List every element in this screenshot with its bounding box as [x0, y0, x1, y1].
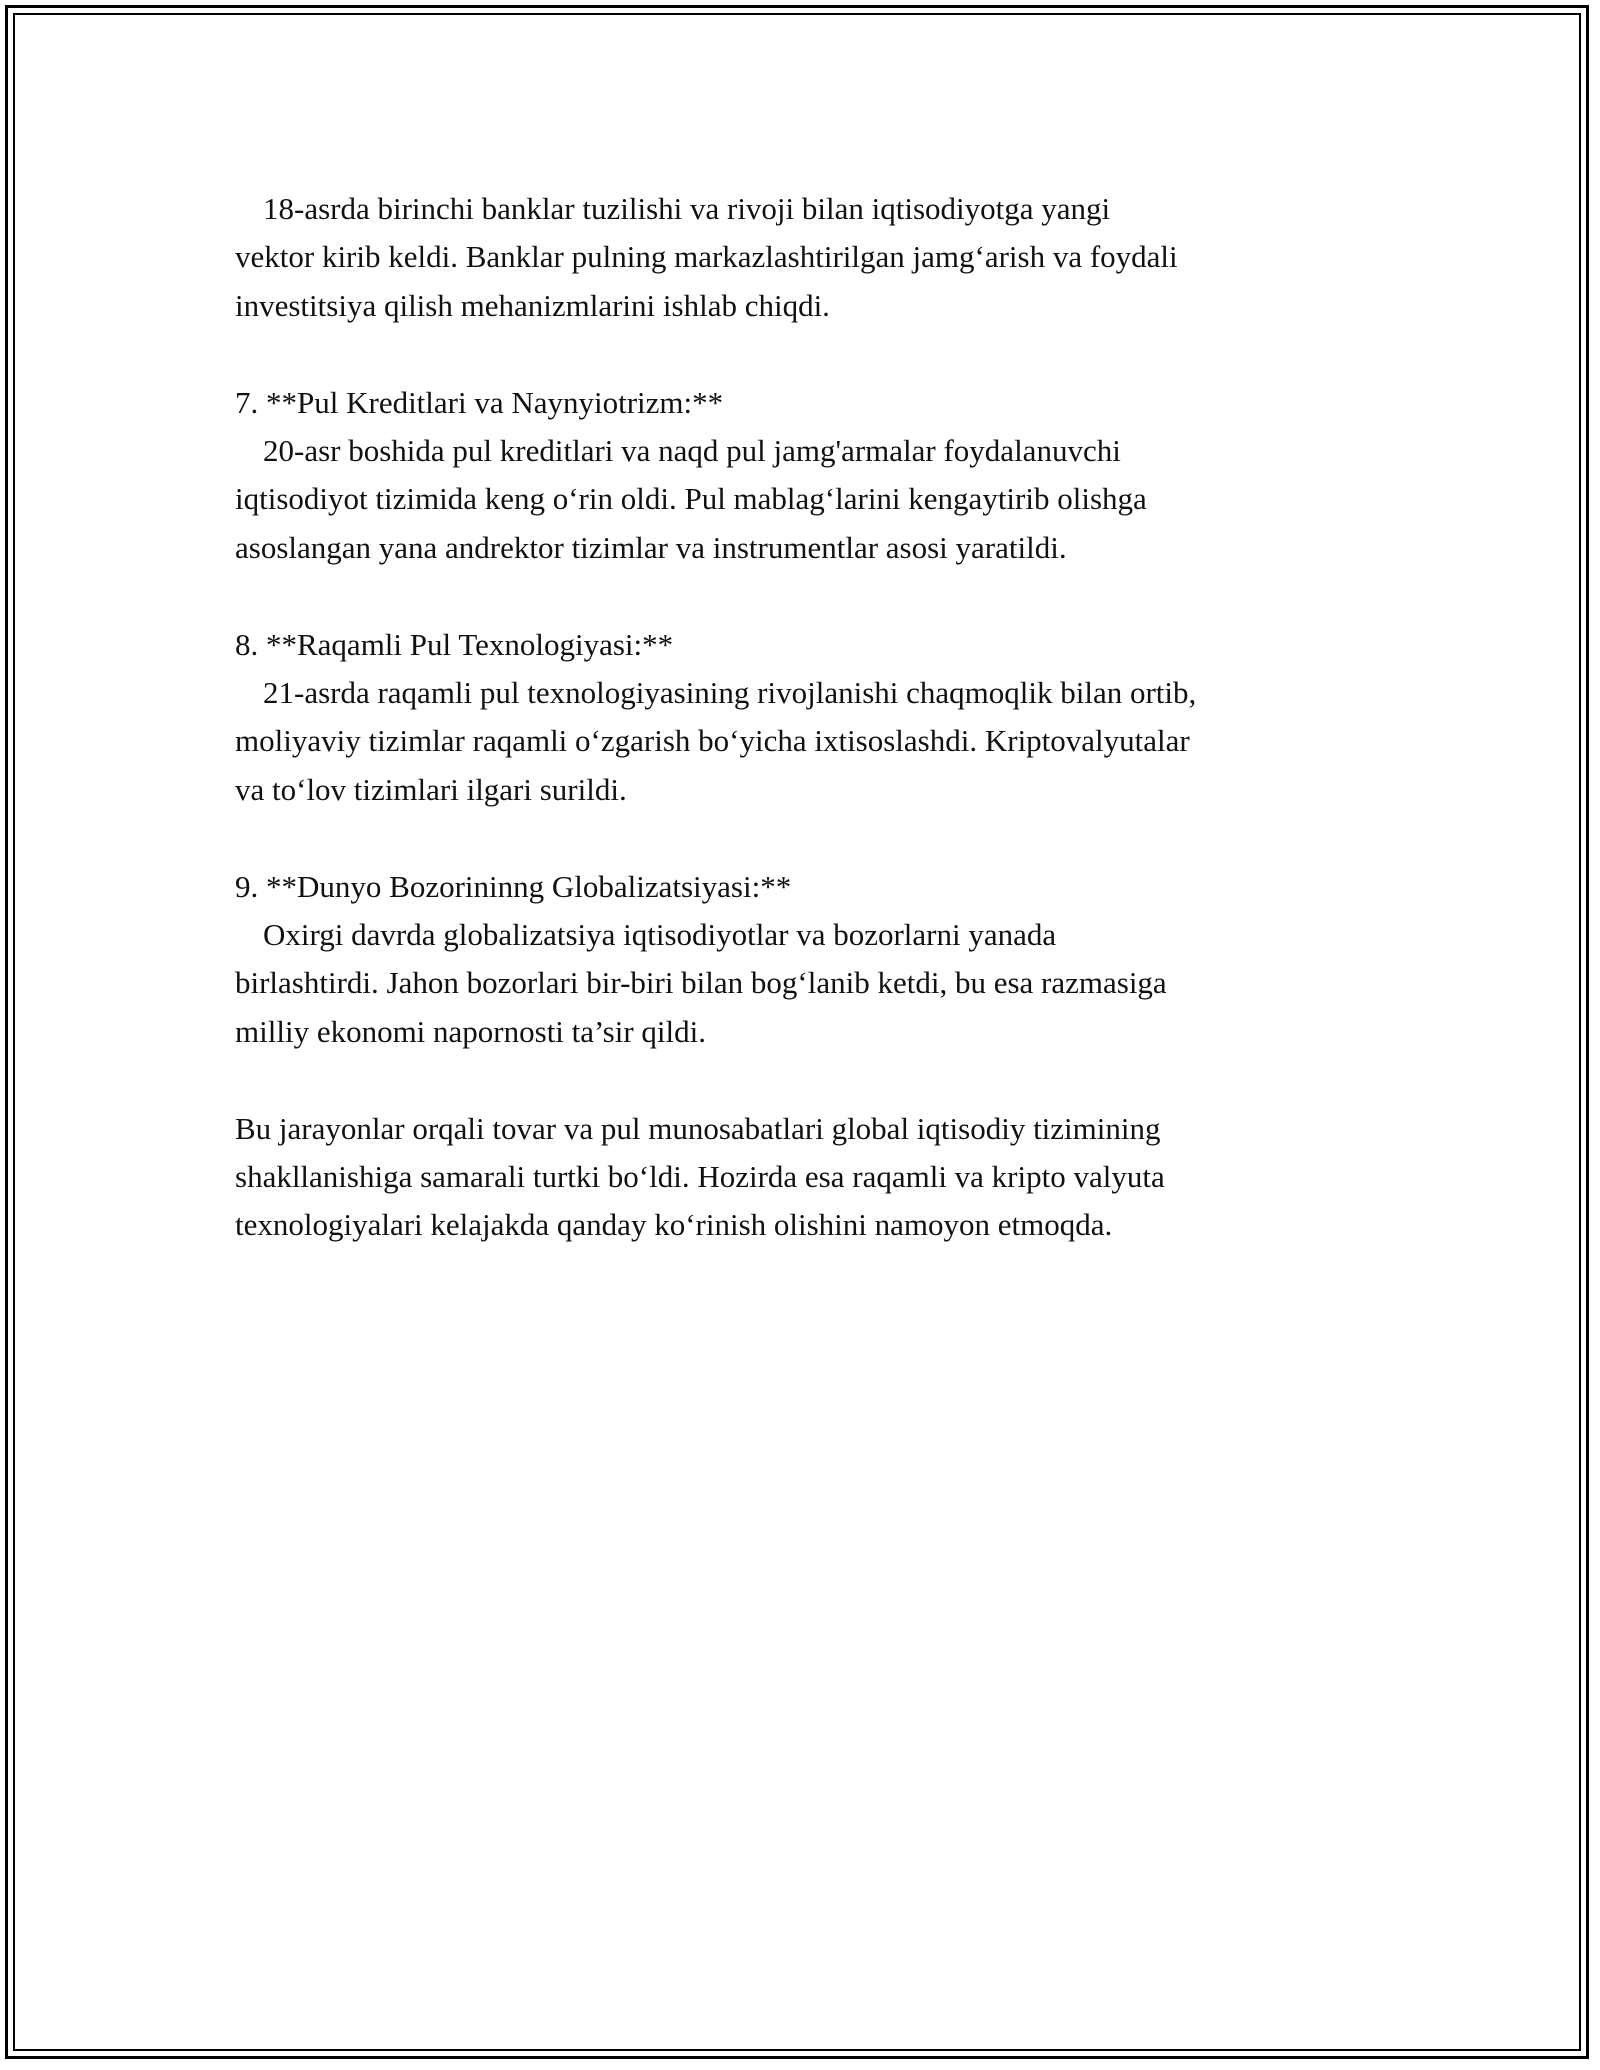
conclusion-line: Bu jarayonlar orqali tovar va pul munosabatlari global iqtisodiy tizimining [235, 1110, 1161, 1146]
section-heading: 7. **Pul Kreditlari va Naynyiotrizm:** [235, 384, 724, 420]
conclusion-paragraph [235, 1105, 1385, 1250]
section-line: Oxirgi davrda globalizatsiya iqtisodiyotlar va bozorlarni yanada [263, 917, 1057, 953]
section-line: va to‘lov tizimlari ilgari surildi. [235, 771, 627, 807]
intro-line: 18-asrda birinchi banklar tuzilishi va rivoji bilan iqtisodiyotga yangi [263, 191, 1111, 226]
section-heading: 9. **Dunyo Bozorininng Globalizatsiyasi:** [235, 868, 792, 904]
section-8 [235, 621, 1385, 815]
conclusion-line: shakllanishiga samarali turtki bo‘ldi. Hozirda esa raqamli va kripto valyuta [235, 1159, 1165, 1195]
section-7 [235, 379, 1385, 573]
section-line: 20-asr boshida pul kreditlari va naqd pul jamg'armalar foydalanuvchi [263, 433, 1121, 469]
conclusion-line: texnologiyalari kelajakda qanday ko‘rinish olishini namoyon etmoqda. [235, 1207, 1113, 1243]
section-heading: 8. **Raqamli Pul Texnologiyasi:** [235, 626, 674, 662]
section-line: birlashtirdi. Jahon bozorlari bir-biri bilan bog‘lanib ketdi, bu esa razmasiga [235, 965, 1167, 1001]
section-line: milliy ekonomi napornosti ta’sir qildi. [235, 1013, 706, 1049]
intro-paragraph [235, 185, 1385, 330]
section-line: 21-asrda raqamli pul texnologiyasining rivojlanishi chaqmoqlik bilan ortib, [263, 675, 1197, 711]
section-9 [235, 863, 1385, 1057]
intro-line: investitsiya qilish mehanizmlarini ishlab chiqdi. [235, 287, 830, 323]
document-body [235, 185, 1385, 1298]
intro-line: vektor kirib keldi. Banklar pulning markazlashtirilgan jamg‘arish va foydali [235, 239, 1178, 275]
section-line: iqtisodiyot tizimida keng o‘rin oldi. Pul mablag‘larini kengaytirib olishga [235, 481, 1147, 517]
section-line: moliyaviy tizimlar raqamli o‘zgarish bo‘yicha ixtisoslashdi. Kriptovalyutalar [235, 723, 1190, 759]
section-line: asoslangan yana andrektor tizimlar va instrumentlar asosi yaratildi. [235, 529, 1067, 565]
